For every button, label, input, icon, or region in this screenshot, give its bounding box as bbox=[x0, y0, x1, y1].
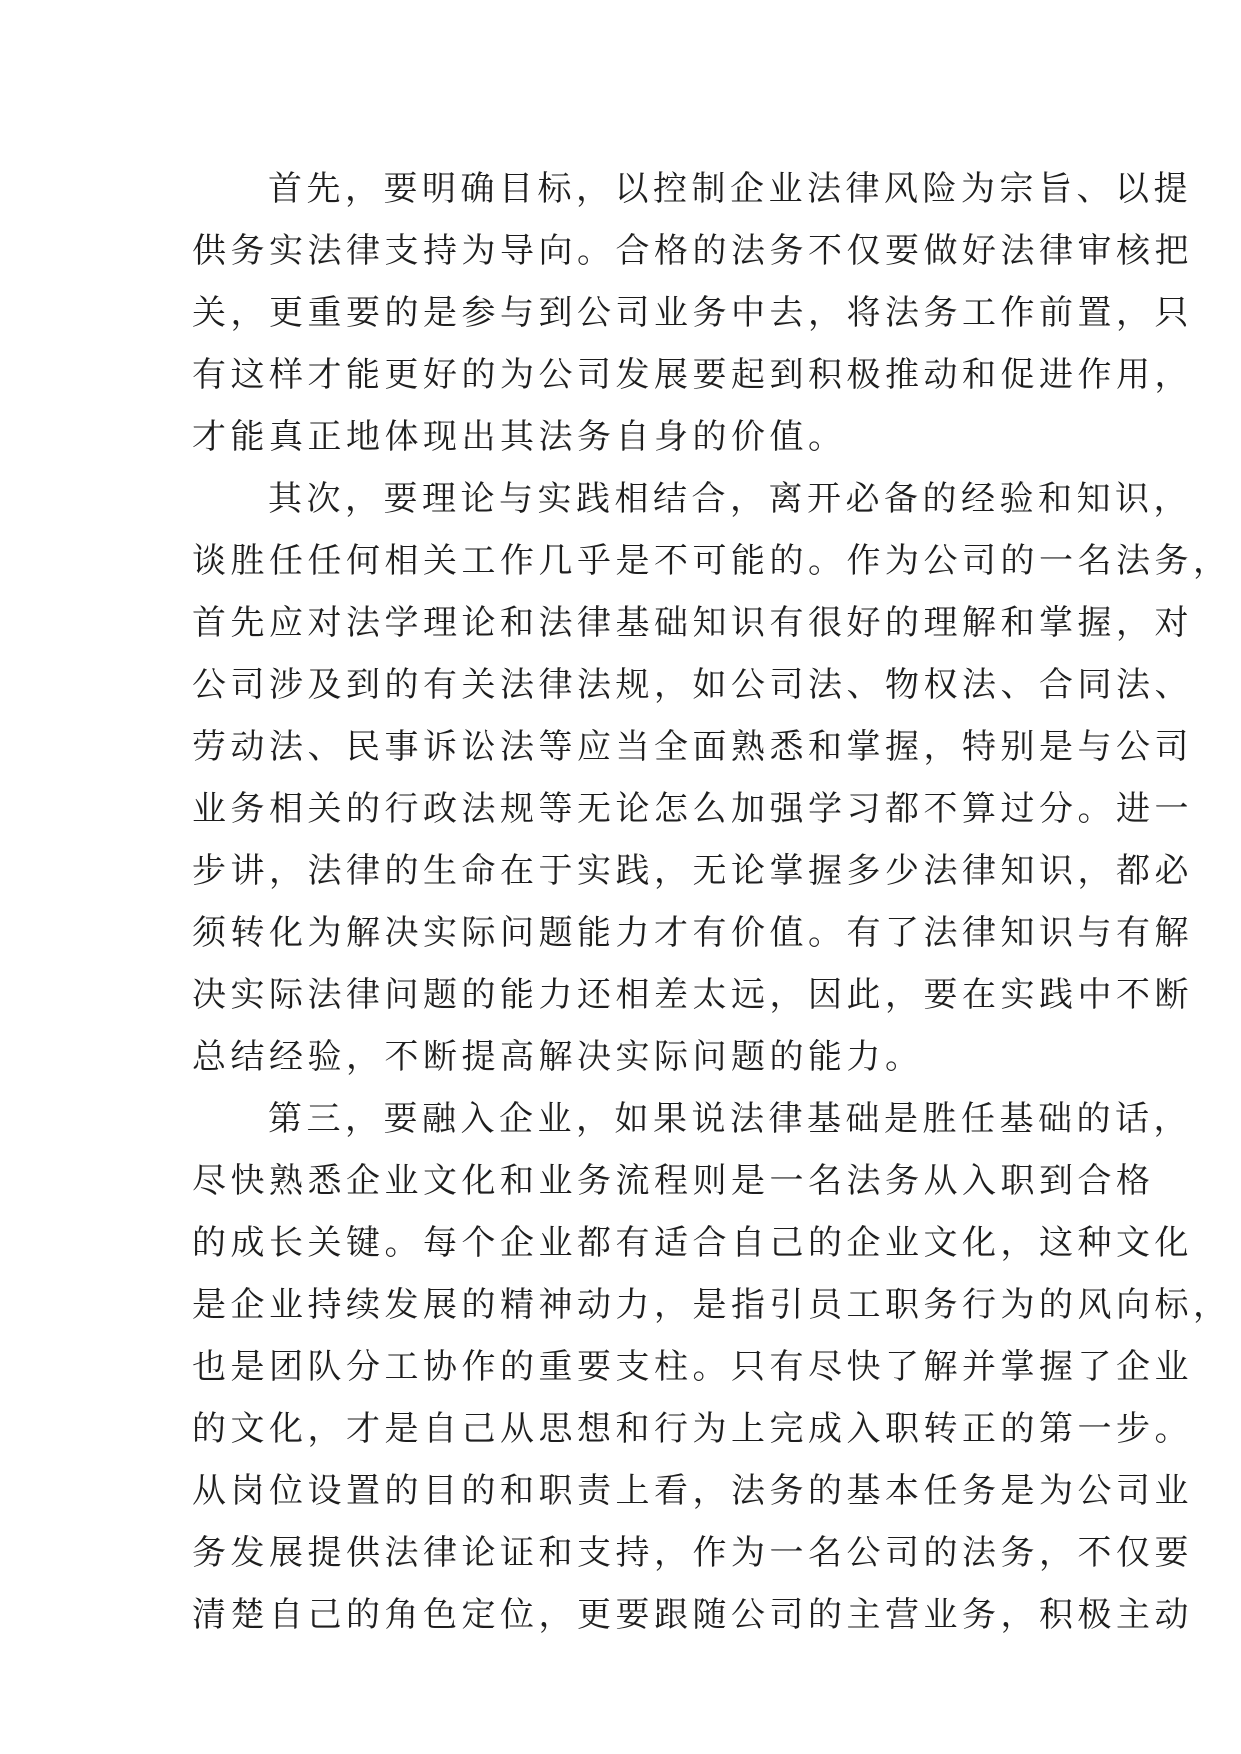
paragraph-1-line-4: 有这样才能更好的为公司发展要起到积极推动和促进作用， bbox=[192, 355, 1193, 395]
paragraph-2-line-2: 谈胜任任何相关工作几乎是不可能的。作为公司的一名法务， bbox=[192, 541, 1232, 581]
paragraph-2-line-5: 劳动法、民事诉讼法等应当全面熟悉和掌握，特别是与公司 bbox=[192, 727, 1193, 767]
paragraph-3-line-3: 的成长关键。每个企业都有适合自己的企业文化，这种文化 bbox=[192, 1223, 1193, 1263]
paragraph-3-line-1: 第三，要融入企业，如果说法律基础是胜任基础的话， bbox=[268, 1099, 1192, 1139]
paragraph-2-line-7: 步讲，法律的生命在于实践，无论掌握多少法律知识，都必 bbox=[192, 851, 1193, 891]
paragraph-2-line-3: 首先应对法学理论和法律基础知识有很好的理解和掌握，对 bbox=[192, 603, 1193, 643]
paragraph-1-line-3: 关，更重要的是参与到公司业务中去，将法务工作前置，只 bbox=[192, 293, 1193, 333]
paragraph-2-line-8: 须转化为解决实际问题能力才有价值。有了法律知识与有解 bbox=[192, 913, 1193, 953]
paragraph-3-line-4: 是企业持续发展的精神动力，是指引员工职务行为的风向标， bbox=[192, 1285, 1232, 1325]
paragraph-1-line-1: 首先，要明确目标，以控制企业法律风险为宗旨、以提 bbox=[268, 169, 1192, 209]
paragraph-2-line-4: 公司涉及到的有关法律法规，如公司法、物权法、合同法、 bbox=[192, 665, 1193, 705]
paragraph-2-line-9: 决实际法律问题的能力还相差太远，因此，要在实践中不断 bbox=[192, 975, 1193, 1015]
paragraph-2-line-10: 总结经验，不断提高解决实际问题的能力。 bbox=[192, 1037, 924, 1077]
paragraph-1-line-2: 供务实法律支持为导向。合格的法务不仅要做好法律审核把 bbox=[192, 231, 1193, 271]
paragraph-3-line-6: 的文化，才是自己从思想和行为上完成入职转正的第一步。 bbox=[192, 1409, 1193, 1449]
paragraph-3-line-2: 尽快熟悉企业文化和业务流程则是一名法务从入职到合格 bbox=[192, 1161, 1155, 1201]
paragraph-3-line-5: 也是团队分工协作的重要支柱。只有尽快了解并掌握了企业 bbox=[192, 1347, 1193, 1387]
paragraph-1-line-5: 才能真正地体现出其法务自身的价值。 bbox=[192, 417, 847, 457]
body-text bbox=[192, 158, 1232, 1646]
paragraph-2-line-1: 其次，要理论与实践相结合，离开必备的经验和知识， bbox=[268, 479, 1192, 519]
paragraph-3-line-9: 清楚自己的角色定位，更要跟随公司的主营业务，积极主动 bbox=[192, 1595, 1193, 1635]
paragraph-2-line-6: 业务相关的行政法规等无论怎么加强学习都不算过分。进一 bbox=[192, 789, 1193, 829]
paragraph-3-line-7: 从岗位设置的目的和职责上看，法务的基本任务是为公司业 bbox=[192, 1471, 1193, 1511]
paragraph-3-line-8: 务发展提供法律论证和支持，作为一名公司的法务，不仅要 bbox=[192, 1533, 1193, 1573]
